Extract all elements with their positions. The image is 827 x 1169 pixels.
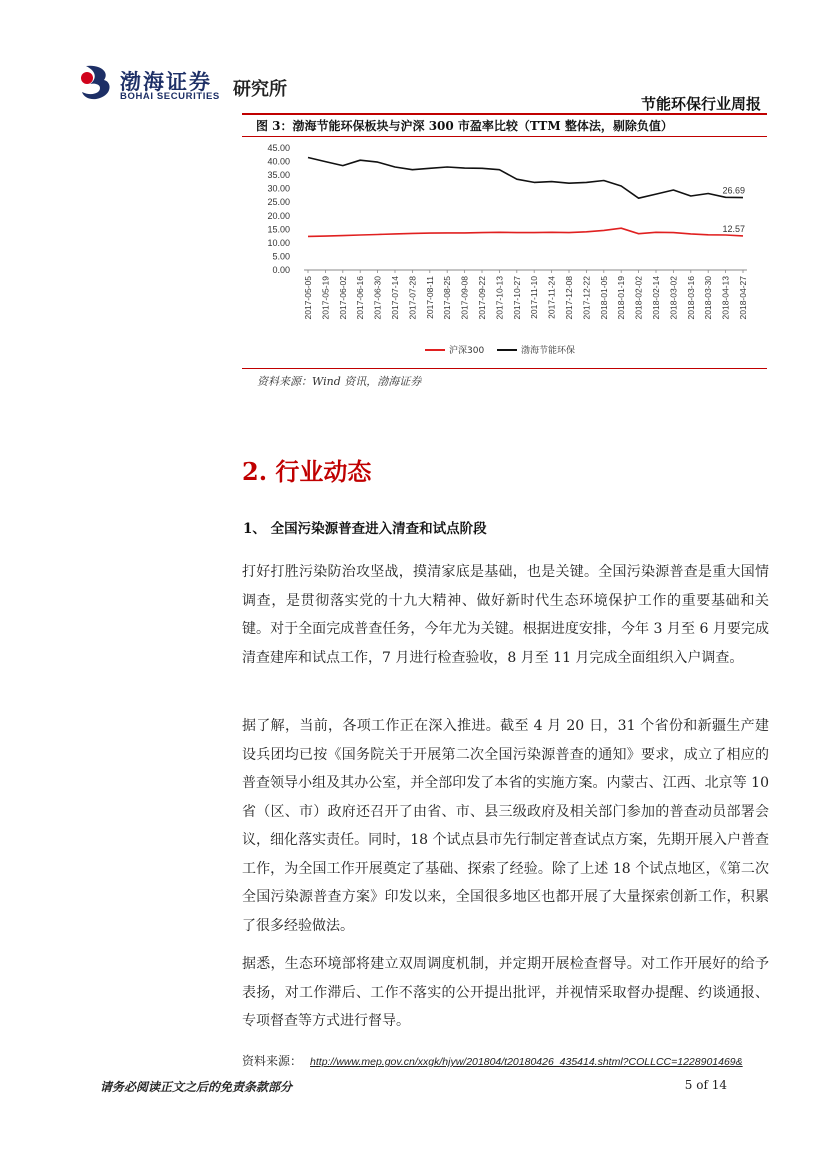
x-tick-label-5: 2017-07-14	[390, 276, 400, 320]
y-tick-label-4: 20.00	[267, 210, 290, 221]
x-tick-label-24: 2018-04-13	[720, 276, 731, 320]
x-tick-label-18: 2018-01-19	[616, 276, 627, 320]
sub-heading: 1、 全国污染源普查进入清查和试点阶段	[243, 521, 487, 537]
figure-top-divider	[242, 136, 767, 137]
x-tick-label-19: 2018-02-02	[633, 276, 644, 320]
source-link[interactable]: http://www.mep.gov.cn/xxgk/hjyw/201804/t20180426_435414.shtml?COLLCC=1228901469&	[310, 1056, 743, 1068]
x-tick-label-2: 2017-06-02	[337, 276, 348, 320]
x-tick-label-4: 2017-06-30	[372, 276, 383, 320]
x-tick-label-25: 2018-04-27	[738, 276, 748, 320]
x-tick-label-8: 2017-08-25	[442, 276, 453, 320]
x-tick-label-1: 2017-05-19	[320, 276, 331, 320]
page-number: 5 of 14	[684, 1078, 727, 1092]
y-tick-label-2: 10.00	[267, 237, 290, 248]
y-tick-label-0: 0.00	[272, 265, 290, 275]
x-tick-label-14: 2017-11-24	[546, 276, 557, 319]
x-tick-label-0: 2017-05-05	[303, 276, 313, 320]
paragraph-3: 据悉，生态环境部将建立双周调度机制，并定期开展检查督导。对工作开展好的给予表扬，对工作滞后、工作不落实的公开提出批评，并视情采取督办提醒、约谈通报、专项督查等方式进行督导。	[242, 956, 769, 1029]
paragraph-2: 据了解，当前，各项工作正在深入推进。截至 4 月 20 日，31 个省份和新疆生产建设兵团均已按《国务院关于开展第二次全国污染源普查的通知》要求，成立了相应的普查领导小组及其办公室，并全部印发了本省的实施方案。内蒙古、江西、北京等 10 省（区、市）政府还召开了由省、市、县三级政府及相关部门参加的普查动员部署会议，细化落实责任。同时，18 个试点县市先行制定普查试点方案，先期开展入户普查工作，为全国工作开展奠定了基础、探索了经验。除了上述 18 个试点地区，《第二次全国污染源普查方案》印发以来，全国很多地区也都开展了大量探索创新工作，积累了很多经验做法。	[242, 718, 769, 934]
brand-logo	[78, 64, 308, 104]
x-tick-label-7: 2017-08-11	[424, 276, 435, 319]
y-tick-label-6: 30.00	[267, 183, 290, 194]
institute-name: 研究所	[233, 79, 287, 100]
figure-source: 资料来源：Wind 资讯，渤海证券	[257, 375, 422, 388]
x-tick-label-17: 2018-01-05	[598, 276, 609, 320]
section-title: 2. 行业动态	[242, 457, 372, 486]
y-tick-label-3: 15.00	[267, 224, 290, 235]
legend-label-0: 沪深300	[449, 346, 485, 356]
x-tick-label-22: 2018-03-16	[685, 276, 696, 320]
bohai-logo-icon	[78, 64, 114, 104]
x-tick-label-20: 2018-02-14	[651, 276, 661, 320]
source-label: 资料来源：	[242, 1054, 303, 1068]
x-tick-label-3: 2017-06-16	[355, 276, 366, 320]
report-type: 节能环保行业周报	[640, 95, 761, 113]
x-tick-label-23: 2018-03-30	[703, 276, 714, 320]
y-tick-label-5: 25.00	[267, 197, 290, 208]
footer-disclaimer: 请务必阅读正文之后的免责条款部分	[100, 1080, 293, 1094]
figure-caption: 图 3：渤海节能环保板块与沪深 300 市盈率比较（TTM 整体法，剔除负值）	[256, 119, 673, 133]
series-line-0	[308, 228, 743, 236]
series-line-1	[308, 158, 743, 199]
figure-bottom-divider	[242, 368, 767, 369]
pe-comparison-chart	[242, 138, 767, 368]
x-tick-label-15: 2017-12-08	[564, 276, 574, 320]
y-tick-label-8: 40.00	[267, 156, 290, 167]
y-tick-label-9: 45.00	[267, 143, 290, 153]
end-data-label-1: 26.69	[722, 185, 745, 196]
x-tick-label-16: 2017-12-22	[581, 276, 592, 320]
brand-name-en: BOHAI SECURITIES	[120, 91, 220, 102]
x-tick-label-12: 2017-10-27	[511, 276, 522, 320]
x-tick-label-9: 2017-09-08	[459, 276, 470, 320]
brand-name-cn: 渤海证券	[120, 69, 212, 94]
header-divider	[242, 113, 767, 115]
y-tick-label-7: 35.00	[267, 170, 290, 181]
x-tick-label-6: 2017-07-28	[407, 276, 418, 320]
end-data-label-0: 12.57	[722, 223, 745, 234]
x-tick-label-10: 2017-09-22	[477, 276, 487, 320]
legend-label-1: 渤海节能环保	[521, 346, 576, 356]
y-tick-label-1: 5.00	[272, 251, 290, 262]
x-tick-label-13: 2017-11-10	[529, 276, 540, 319]
x-tick-label-11: 2017-10-13	[494, 276, 505, 320]
source-line	[242, 1052, 743, 1069]
paragraph-1: 打好打胜污染防治攻坚战，摸清家底是基础，也是关键。全国污染源普查是重大国情调查，是贯彻落实党的十九大精神、做好新时代生态环境保护工作的重要基础和关键。对于全面完成普查任务，今年尤为关键。根据进度安排，今年 3 月至 6 月要完成清查建库和试点工作，7 月进行检查验收，8 月至 11 月完成全面组织入户调查。	[242, 564, 769, 666]
x-tick-label-21: 2018-03-02	[668, 276, 679, 320]
